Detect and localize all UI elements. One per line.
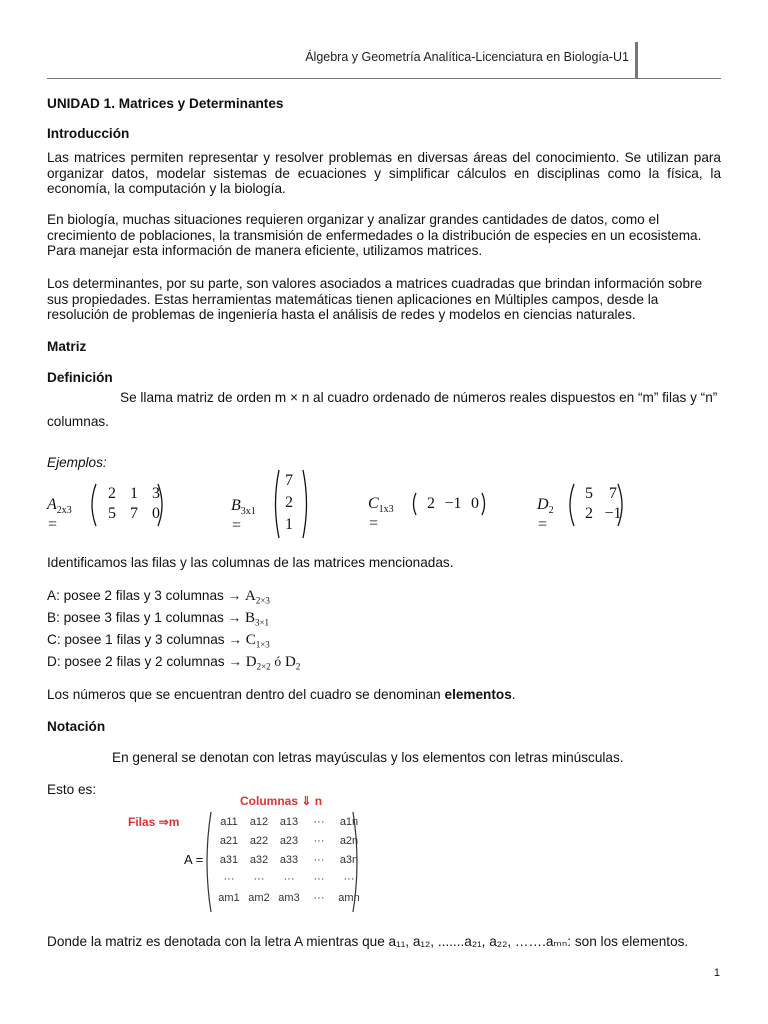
notacion-text: En general se denotan con letras mayúsculas y los elementos con letras minúsculas.: [112, 750, 624, 765]
notation-cell: a3n: [339, 854, 359, 866]
matrix-D-cell: 5: [585, 485, 593, 502]
notation-cell: ···: [283, 873, 295, 885]
intro-paragraph-2: En biología, muchas situaciones requieren organizar y analizar grandes cantidades de datos, como el crecimiento de poblaciones, la transmisión de enfermedades o la distribución de especies en un ecosistema. Para manejar esta información de manera eficiente, utilizamos matrices.: [47, 212, 702, 258]
header-text: Álgebra y Geometría Analítica-Licenciatura en Biología-U1: [305, 50, 629, 64]
examples-label: Ejemplos:: [47, 455, 107, 470]
identify-line-C-sub: 1×3: [255, 639, 270, 650]
identify-line-D-extra: ó: [274, 654, 282, 669]
notation-cell: ···: [313, 835, 325, 847]
identify-line-D-extra-sym: D: [285, 654, 296, 670]
elements-sentence: [47, 687, 721, 703]
notation-cell: a23: [279, 835, 299, 847]
matrix-A-cell: 7: [130, 505, 138, 522]
identify-line-C-sym: C: [245, 632, 256, 648]
identify-line-B-sub: 3×1: [254, 617, 270, 628]
matrix-D-cell: −1: [604, 505, 622, 522]
notation-cell: ···: [223, 873, 235, 885]
notation-cell: amn: [338, 892, 360, 904]
identify-line-B: [47, 610, 721, 631]
notation-cell: am3: [278, 892, 300, 904]
notation-cell: a22: [249, 835, 269, 847]
matrix-A-name: A: [47, 496, 57, 513]
identify-line-A-text: A: posee 2 filas y 3 columnas →: [47, 588, 242, 603]
definicion-text: Se llama matriz de orden m × n al cuadro ordenado de números reales dispuestos en “m” filas y “n” columnas.: [47, 390, 718, 429]
matrix-D-name: D: [537, 496, 549, 513]
matrix-A-cell: 3: [152, 485, 160, 502]
definicion-heading: Definición: [47, 370, 113, 385]
identify-line-C: [47, 632, 721, 653]
notation-cell: a21: [219, 835, 239, 847]
page-header: [47, 46, 721, 79]
matrix-B-cell: 7: [285, 472, 293, 489]
matrix-A-cell: 2: [108, 485, 116, 502]
elements-pre: Los números que se encuentran dentro del cuadro se denominan: [47, 687, 445, 702]
notation-cell: a2n: [339, 835, 359, 847]
identify-line-D-sub: 2×2: [256, 661, 271, 672]
matrix-A-cell: 0: [152, 505, 160, 522]
matrix-A-cell: 5: [108, 505, 116, 522]
identify-line-C-text: C: posee 1 filas y 3 columnas →: [47, 632, 242, 647]
doc-title: UNIDAD 1. Matrices y Determinantes: [47, 96, 284, 111]
matrix-A-cell: 1: [130, 485, 138, 502]
matrix-B-name: B: [231, 497, 241, 514]
notation-cell: a12: [249, 816, 269, 828]
identify-line-D-extra-sub: 2: [295, 661, 301, 672]
identify-text: Identificamos las filas y las columnas de las matrices mencionadas.: [47, 555, 454, 570]
matrix-B-cell: 1: [285, 516, 293, 533]
notation-cell: a13: [279, 816, 299, 828]
header-bar: [635, 42, 638, 78]
matrix-D-cell: 2: [585, 505, 593, 522]
matrix-A-sub: 2x3: [56, 505, 72, 517]
identify-line-B-text: B: posee 3 filas y 1 columnas →: [47, 610, 242, 625]
matrix-C-cell: −1: [444, 495, 462, 512]
matrix-D-cell: 7: [609, 485, 617, 502]
columns-label: Columnas ⇓ n: [240, 794, 323, 808]
notation-matrix-label: A =: [184, 852, 204, 867]
intro-heading: Introducción: [47, 126, 130, 141]
matriz-heading: Matriz: [47, 339, 87, 354]
identify-line-D-text: D: posee 2 filas y 2 columnas →: [47, 654, 242, 669]
elements-post: .: [511, 687, 516, 702]
notation-cell: a31: [219, 854, 239, 866]
matrix-B-sub: 3x1: [240, 506, 256, 518]
identify-line-A-sym: A: [244, 588, 256, 604]
notation-cell: ···: [253, 873, 265, 885]
rows-label: Filas ⇒m: [128, 815, 180, 829]
final-sentence: Donde la matriz es denotada con la letra A mientras que a₁₁, a₁₂, .......a₂₁, a₂₂, …….aₘₙ: son los elementos.: [47, 934, 689, 949]
notation-cell: ···: [313, 892, 325, 904]
notation-cell: a32: [249, 854, 269, 866]
intro-paragraph-1: Las matrices permiten representar y resolver problemas en diversas áreas del conocimiento. Se utilizan para organizar datos, modelar sistemas de ecuaciones y simplificar cálculos en disciplinas como la física, la economía, la computación y la biología.: [47, 150, 721, 196]
notacion-heading: Notación: [47, 719, 106, 734]
notation-cell: a1n: [339, 816, 359, 828]
identify-line-B-sym: B: [244, 610, 255, 626]
page-number: 1: [713, 967, 720, 979]
matrix-D-sub: 2: [548, 505, 554, 517]
notation-figure: [128, 792, 368, 914]
intro-paragraph-3: Los determinantes, por su parte, son valores asociados a matrices cuadradas que brindan información sobre sus propiedades. Estas herramientas matemáticas tienen aplicaciones en Múltiples campos, desde la resolución de problemas de ingeniería hasta el análisis de redes y modelos en ciencias naturales.: [47, 276, 703, 322]
notation-cell: a33: [279, 854, 299, 866]
notation-cell: am2: [248, 892, 270, 904]
matrix-C-name: C: [368, 495, 379, 512]
matrix-C-sub: 1x3: [378, 504, 394, 516]
identify-line-A: [47, 588, 721, 609]
notation-cell: ···: [313, 873, 325, 885]
identify-line-D: [47, 654, 721, 675]
notation-cell: ···: [313, 816, 325, 828]
matrix-C-cell: 2: [427, 495, 435, 512]
notation-cell: a11: [220, 816, 238, 828]
notation-cell: ···: [313, 854, 325, 866]
notation-cell: ···: [343, 873, 355, 885]
notation-cell: am1: [218, 892, 240, 904]
matrix-C-cell: 0: [471, 495, 479, 512]
elements-bold: elementos: [444, 687, 512, 702]
matrix-B-cell: 2: [285, 494, 293, 511]
identify-line-A-sub: 2×3: [255, 595, 270, 606]
identify-line-D-sym: D: [245, 654, 257, 670]
esto-text: Esto es:: [47, 782, 97, 797]
